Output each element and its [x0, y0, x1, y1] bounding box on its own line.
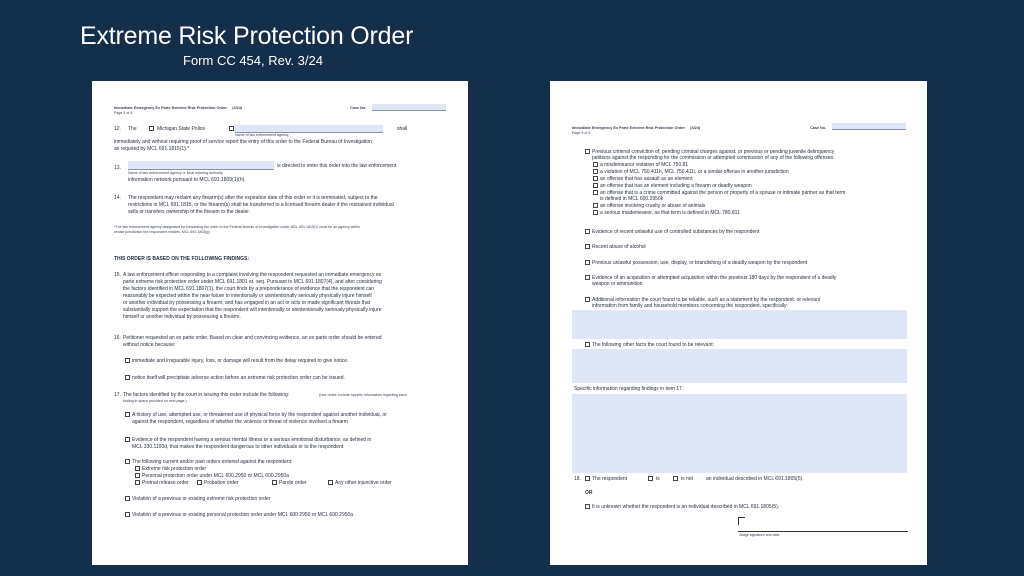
item15-text: reasonably be expected within the near future to intentionally or unintentionally seriously physically injure himself: [123, 293, 372, 299]
item14-text: sells or transfers ownership of the firearm to the dealer.: [128, 209, 251, 215]
item14-text: The respondent may reclaim any firearm(s) after the expiration date of this order or it is terminated, subject to the: [128, 195, 378, 201]
entering-authority-field[interactable]: [128, 161, 274, 170]
mental-illness-label: Evidence of the respondent having a serious mental illness or a serious emotional disturbance, as defined in: [132, 437, 372, 443]
use-note: (Use notes: Include specific information regarding each: [319, 393, 407, 397]
case-no-field[interactable]: [832, 123, 906, 130]
conviction-checkbox[interactable]: [585, 149, 590, 154]
past-orders-checkbox[interactable]: [125, 459, 130, 464]
item15-text: the factors identified in MCL 691.1807(1), the court finds by a preponderance of evidence that the respondent can: [123, 286, 375, 292]
ppo-violation-checkbox[interactable]: [125, 512, 130, 517]
agency-checkbox[interactable]: [229, 126, 234, 131]
offense-checkbox[interactable]: [593, 169, 598, 174]
offense-checkbox[interactable]: [593, 183, 598, 188]
or-label: OR: [585, 490, 593, 496]
signature-caption: Judge signature and date: [739, 533, 780, 537]
physical-force-label: A history of use, attempted use, or threatened use of physical force by the respondent against another individual, or: [132, 412, 387, 418]
item-number: 13.: [114, 165, 121, 171]
case-no-label: Case No.: [810, 126, 827, 130]
specific-info-field[interactable]: [572, 394, 907, 473]
is-label: is: [656, 476, 660, 482]
additional-info-checkbox[interactable]: [585, 297, 590, 302]
pretrial-label: Pretrial release order: [142, 480, 189, 486]
acquisition-checkbox[interactable]: [585, 275, 590, 280]
offense-checkbox[interactable]: [593, 190, 598, 195]
item15-text: substantially support the expectation that the respondent will intentionally or unintentionally seriously physically injure: [123, 307, 382, 313]
alcohol-label: Recent abuse of alcohol: [592, 244, 646, 250]
mental-illness-label: MCL 330.1100d, that makes the respondent dangerous to other individuals or to the respondent: [132, 444, 344, 450]
offense-checkbox[interactable]: [593, 210, 598, 215]
additional-info-label: information from family and household members concerning the respondent, specifically:: [592, 303, 788, 309]
additional-info-field[interactable]: [572, 310, 907, 339]
acquisition-label: Evidence of an acquisition or attempted acquisition within the previous 180 days by the respondent of a deadly: [592, 275, 837, 281]
respondent-checkbox[interactable]: [585, 476, 590, 481]
unknown-label: It is unknown whether the respondent is an individual described in MCL 691.1805(5).: [592, 504, 780, 510]
offense-checkbox[interactable]: [593, 162, 598, 167]
parole-checkbox[interactable]: [272, 480, 277, 485]
other-facts-field[interactable]: [572, 349, 907, 383]
header-title: Immediate Emergency Ex Parte Extreme Risk Protection Order (3/24): [572, 126, 701, 130]
slide-subtitle: Form CC 454, Rev. 3/24: [183, 53, 323, 68]
entering-authority-caption: Name of law enforcement agency or local entering authority: [128, 171, 223, 175]
other-facts-checkbox[interactable]: [585, 342, 590, 347]
msp-label: Michigan State Police: [157, 126, 206, 132]
conviction-label: Previous criminal conviction of, pending criminal charges against, or previous or pending juvenile delinquency: [592, 149, 835, 155]
footnote: *The law enforcement agency designated for forwarding the order to the Federal Bureau of Investigation under MCL 691.1815(1) must be an agency within: [114, 225, 360, 229]
header-title: Immediate Emergency Ex Parte Extreme Risk Protection Order (3/24): [114, 106, 243, 110]
adverse-action-checkbox[interactable]: [125, 375, 130, 380]
specific-info-label: Specific information regarding findings in item 17 :: [574, 386, 685, 392]
probation-label: Probation order: [204, 480, 239, 486]
use-note: finding in space provided on next page.): [123, 399, 187, 403]
probation-checkbox[interactable]: [197, 480, 202, 485]
parole-label: Parole order: [279, 480, 307, 486]
item15-text: parte extreme risk protection order under MCL 691.1801 et. seq. Pursuant to MCL 691.1807(4), and after considering: [123, 279, 382, 285]
injunctive-label: Any other injunctive order: [335, 480, 392, 486]
physical-force-label: against the respondent, regardless of whether the violence or threat of violence involved a firearm: [132, 419, 348, 425]
case-no-label: Case No.: [350, 106, 367, 110]
item15-text: himself or another individual by possessing a firearm.: [123, 314, 241, 320]
pretrial-checkbox[interactable]: [135, 480, 140, 485]
offense-label: an offense that has assault as an element: [600, 176, 693, 182]
ppo-checkbox[interactable]: [135, 473, 140, 478]
past-orders-label: The following current and/or past orders entered against the respondent:: [132, 459, 293, 465]
item16-text: without notice because:: [123, 342, 176, 348]
item18-text: an individual described in MCL 691.1805(5).: [706, 476, 804, 482]
signature-bracket: [738, 517, 745, 518]
injunctive-checkbox[interactable]: [328, 480, 333, 485]
other-facts-label: The following other facts the court found to be relevant:: [592, 342, 715, 348]
alcohol-checkbox[interactable]: [585, 244, 590, 249]
offense-label: an offense that is a crime committed against the person or property of a spouse or intimate partner as that term: [600, 190, 846, 196]
substances-label: Evidence of recent unlawful use of controlled substances by the respondent: [592, 229, 760, 235]
offense-label: is defined in MCL 600.2950k: [600, 196, 664, 202]
msp-checkbox[interactable]: [149, 126, 154, 131]
injury-label: immediate and irreparable injury, loss, or damage will result from the delay required to give notice.: [132, 358, 349, 364]
respondent-label: The respondent: [592, 476, 628, 482]
conviction-label: petitions against the responding for the commission or attempted commission of any of the following offenses:: [592, 155, 835, 161]
erpo-label: Extreme risk protection order: [142, 466, 207, 472]
acquisition-label: weapon or ammunition: [592, 281, 643, 287]
adverse-action-label: notice itself will precipitate adverse action before an extreme risk protection order can be issued.: [132, 375, 345, 381]
agency-name-field[interactable]: [235, 125, 383, 133]
erpo-violation-label: Violation of a previous or existing extreme risk protection order: [132, 496, 271, 502]
signature-line[interactable]: [738, 531, 908, 532]
erpo-violation-checkbox[interactable]: [125, 496, 130, 501]
ppo-violation-label: Violation of a previous or existing personal protection order under MCL 600.2950 or MCL 600.2950a: [132, 512, 354, 518]
item14-text: restrictions in MCL 691.1815, or the firearm(s) shall be transferred to a licensed firearm dealer if the restrained individual: [128, 202, 394, 208]
item-number: 16.: [114, 335, 121, 341]
offense-label: a serious misdemeanor, as that term is defined in MCL 780.811: [600, 210, 740, 216]
findings-heading: THIS ORDER IS BASED ON THE FOLLOWING FINDINGS:: [114, 256, 249, 262]
offense-label: a violation of MCL 750.411h, MCL 750.411i, or a similar offense in another jurisdiction: [600, 169, 789, 175]
offense-label: a misdemeanor violation of MCL 750.81: [600, 162, 689, 168]
item12-shall: shall: [397, 126, 408, 132]
item-number: 18.: [574, 476, 581, 482]
slide-title: Extreme Risk Protection Order: [80, 22, 414, 50]
weapon-checkbox[interactable]: [585, 260, 590, 265]
physical-force-checkbox[interactable]: [125, 412, 130, 417]
weapon-label: Previous unlawful possession, use, display, or brandishing of a deadly weapon by the respondent: [592, 260, 808, 266]
erpo-checkbox[interactable]: [135, 466, 140, 471]
item-number: 15.: [114, 272, 121, 278]
offense-label: an offense that has an element including a firearm or deadly weapon: [600, 183, 752, 189]
item13-text: is directed to enter this order into the law enforcement: [277, 163, 397, 169]
item16-text: Petitioner requested an ex parte order. Based on clear and convincing evidence, an ex parte order should be entered: [123, 335, 382, 341]
mental-illness-checkbox[interactable]: [125, 437, 130, 442]
agency-caption: Name of law enforcement agency: [235, 133, 289, 137]
page-number: Page 5 of 5: [572, 131, 591, 135]
form-page-4: [92, 81, 468, 565]
ppo-label: Personal protection order under MCL 600.2950 or MCL 600.2950a: [142, 473, 289, 479]
item-number: 17.: [114, 392, 121, 398]
is-checkbox[interactable]: [648, 476, 653, 481]
is-not-checkbox[interactable]: [673, 476, 678, 481]
case-no-field[interactable]: [372, 104, 446, 111]
item12-text: immediately and without requiring proof of service report the entry of this order to the Federal Bureau of Investigation: [114, 139, 372, 145]
page-number: Page 4 of 5: [114, 111, 133, 115]
form-page-5: [550, 81, 927, 565]
offense-label: an offense involving cruelty or abuse of animals: [600, 203, 706, 209]
item17-text: The factors identified by the court in issuing this order include the following:: [123, 392, 290, 398]
item13-text: information network pursuant to MCL 691.1809(1)(h).: [128, 177, 246, 183]
additional-info-label: Additional information the court found to be reliable, such as a statement by the respondent, or relevant: [592, 297, 821, 303]
item-number: 12.: [114, 126, 121, 132]
item15-text: A law enforcement officer responding to a complaint involving the respondent requested an immediate emergency ex: [123, 272, 382, 278]
item-number: 14.: [114, 195, 121, 201]
offense-checkbox[interactable]: [593, 203, 598, 208]
footnote: whose jurisdiction the respondent resides. MCL 691.1803(g).: [114, 230, 211, 234]
offense-checkbox[interactable]: [593, 176, 598, 181]
injury-checkbox[interactable]: [125, 358, 130, 363]
item15-text: or another individual by possessing a firearm, and has engaged in an act or acts or made significant threats that: [123, 300, 371, 306]
is-not-label: is not: [681, 476, 693, 482]
signature-bracket: [738, 517, 739, 525]
item12-text: as required by MCL 691.1815(1).*: [114, 146, 190, 152]
unknown-checkbox[interactable]: [585, 504, 590, 509]
item12-the: The: [128, 126, 137, 132]
substances-checkbox[interactable]: [585, 229, 590, 234]
